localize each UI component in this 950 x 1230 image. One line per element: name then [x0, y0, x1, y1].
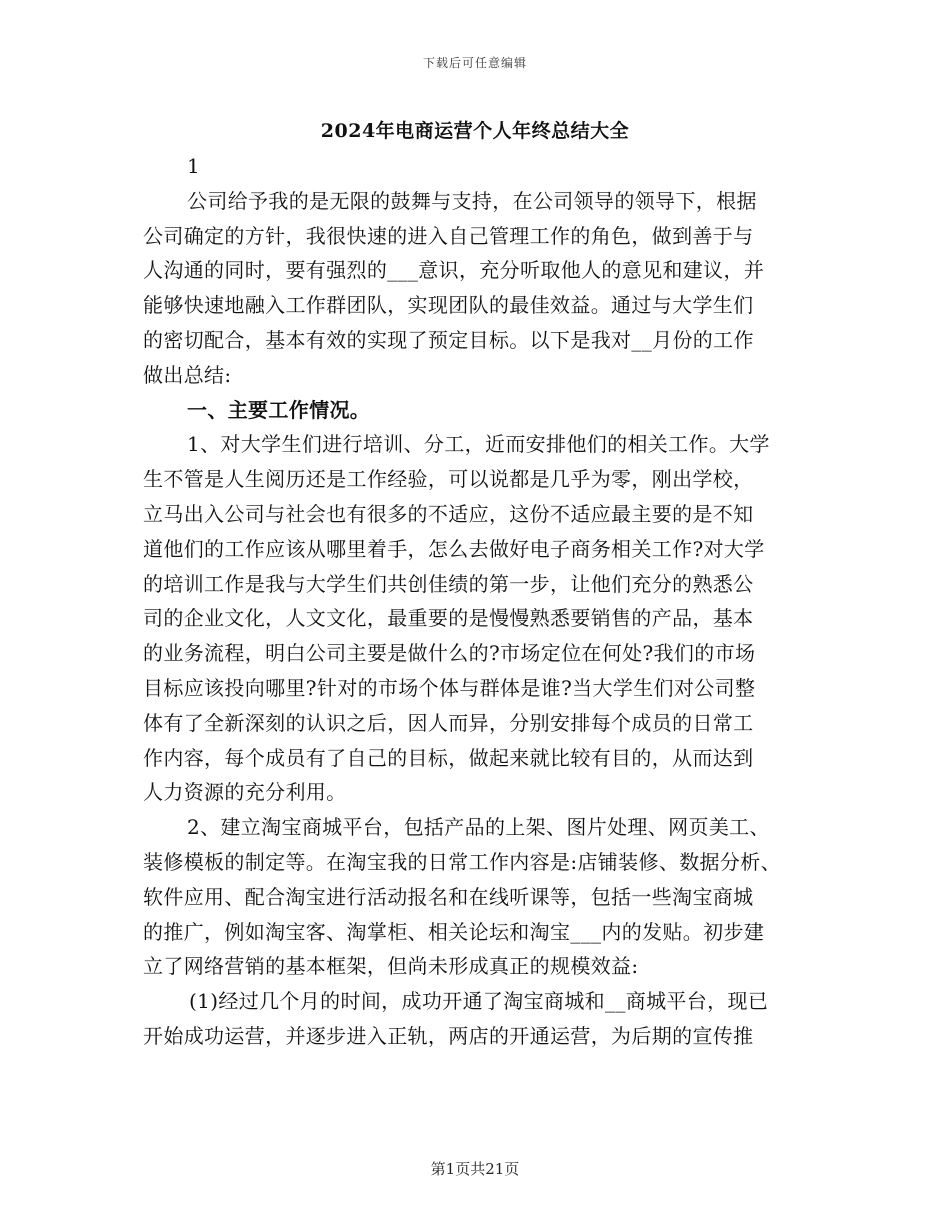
- paragraph-line: 人力资源的充分利用。: [143, 780, 347, 805]
- paragraph-line: 开始成功运营，并逐步进入正轨，两店的开通运营，为后期的宣传推: [143, 1023, 754, 1048]
- paragraph-line: 道他们的工作应该从哪里着手，怎么去做好电子商务相关工作?对大学: [143, 536, 765, 561]
- paragraph-line: 公司给予我的是无限的鼓舞与支持，在公司领导的领导下，根据: [187, 188, 757, 213]
- paragraph-line: 生不管是人生阅历还是工作经验，可以说都是几乎为零，刚出学校，: [143, 467, 754, 492]
- header-note: 下载后可任意编辑: [422, 56, 527, 70]
- paragraph-line: 做出总结:: [143, 362, 232, 387]
- page-footer: 第1页共21页: [430, 1160, 520, 1178]
- paragraph-line: 司的企业文化，人文文化，最重要的是慢慢熟悉要销售的产品，基本: [143, 606, 754, 631]
- paragraph-line: (1)经过几个月的时间，成功开通了淘宝商城和__商城平台，现已: [189, 989, 769, 1014]
- paragraph-line: 立了网络营销的基本框架，但尚未形成真正的规模效益:: [143, 954, 639, 979]
- paragraph-line: 装修模板的制定等。在淘宝我的日常工作内容是:店铺装修、数据分析、: [143, 849, 781, 874]
- section-number: 1: [187, 154, 201, 178]
- document-title: 2024年电商运营个人年终总结大全: [320, 120, 630, 142]
- paragraph-line: 1、对大学生们进行培训、分工，近而安排他们的相关工作。大学: [187, 432, 770, 457]
- document-body: [143, 149, 815, 1054]
- paragraph-line: 2、建立淘宝商城平台，包括产品的上架、图片处理、网页美工、: [187, 815, 770, 840]
- paragraph-line: 的推广，例如淘宝客、淘掌柜、相关论坛和淘宝___内的发贴。初步建: [143, 919, 765, 944]
- paragraph-line: 人沟通的同时，要有强烈的___意识，充分听取他人的意见和建议，并: [143, 258, 765, 283]
- paragraph-line: 立马出入公司与社会也有很多的不适应，这份不适应最主要的是不知: [143, 501, 754, 526]
- paragraph-line: 的业务流程，明白公司主要是做什么的?市场定位在何处?我们的市场: [143, 641, 756, 666]
- paragraph-line: 的密切配合，基本有效的实现了预定目标。以下是我对__月份的工作: [143, 327, 754, 352]
- paragraph-line: 公司确定的方针，我很快速的进入自己管理工作的角色，做到善于与: [143, 223, 754, 248]
- paragraph-line: 体有了全新深刻的认识之后，因人而异，分别安排每个成员的日常工: [143, 710, 754, 735]
- section-heading: 一、主要工作情况。: [187, 397, 371, 422]
- paragraph-line: 的培训工作是我与大学生们共创佳绩的第一步，让他们充分的熟悉公: [143, 571, 754, 596]
- paragraph-line: 软件应用、配合淘宝进行活动报名和在线听课等，包括一些淘宝商城: [143, 884, 754, 909]
- paragraph-line: 能够快速地融入工作群团队，实现团队的最佳效益。通过与大学生们: [143, 293, 754, 318]
- paragraph-line: 作内容，每个成员有了自己的目标，做起来就比较有目的，从而达到: [143, 745, 754, 770]
- paragraph-line: 目标应该投向哪里?针对的市场个体与群体是谁?当大学生们对公司整: [143, 675, 756, 700]
